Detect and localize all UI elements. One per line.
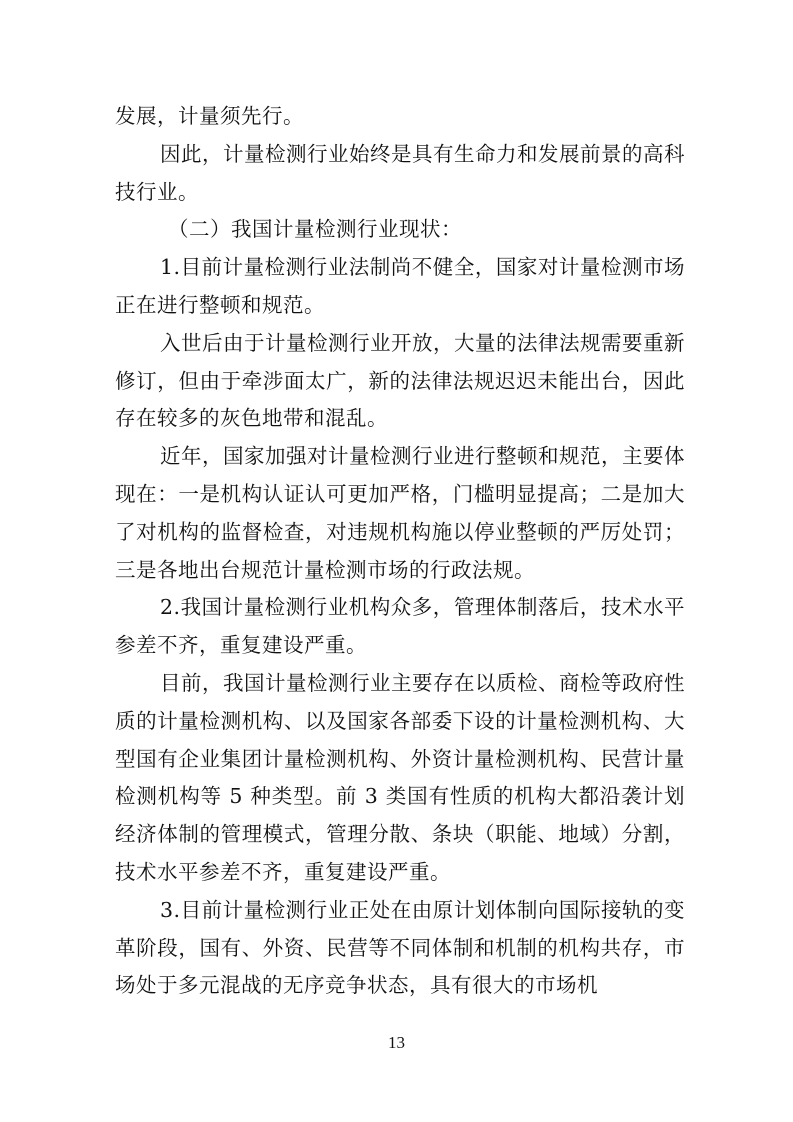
section-heading: （二）我国计量检测行业现状：: [168, 217, 462, 242]
paragraph-point-2: 2.我国计量检测行业机构众多，管理体制落后，技术水平参差不齐，重复建设严重。: [115, 595, 685, 658]
paragraph-continuation: 发展，计量须先行。: [115, 104, 304, 128]
paragraph-body: 近年，国家加强对计量检测行业进行整顿和规范，主要体现在：一是机构认证认可更加严格，门槛明显提高；二是加大了对机构的监督检查，对违规机构施以停业整顿的严厉处罚；三是各地出台规范计量检测市场的行政法规。: [115, 444, 685, 582]
paragraph-body: 目前，我国计量检测行业主要存在以质检、商检等政府性质的计量检测机构、以及国家各部委下设的计量检测机构、大型国有企业集团计量检测机构、外资计量检测机构、民营计量检测机构等 5 种类型。前 3 类国有性质的机构大都沿袭计划经济体制的管理模式，管理分散、条块（职能、地域）分割，技术水平参差不齐，重复建设严重。: [115, 670, 685, 884]
page-number: 13: [388, 1033, 405, 1052]
paragraph-point-3: 3.目前计量检测行业正处在由原计划体制向国际接轨的变革阶段，国有、外资、民营等不同体制和机制的机构共存，市场处于多元混战的无序竞争状态，具有很大的市场机: [115, 897, 685, 998]
paragraph-conclusion: 因此，计量检测行业始终是具有生命力和发展前景的高科技行业。: [115, 141, 685, 204]
page-body: [115, 98, 685, 1005]
paragraph-point-1: 1.目前计量检测行业法制尚不健全，国家对计量检测市场正在进行整顿和规范。: [115, 255, 685, 317]
paragraph-body: 入世后由于计量检测行业开放，大量的法律法规需要重新修订，但由于牵涉面太广，新的法律法规迟迟未能出台，因此存在较多的灰色地带和混乱。: [115, 330, 685, 431]
